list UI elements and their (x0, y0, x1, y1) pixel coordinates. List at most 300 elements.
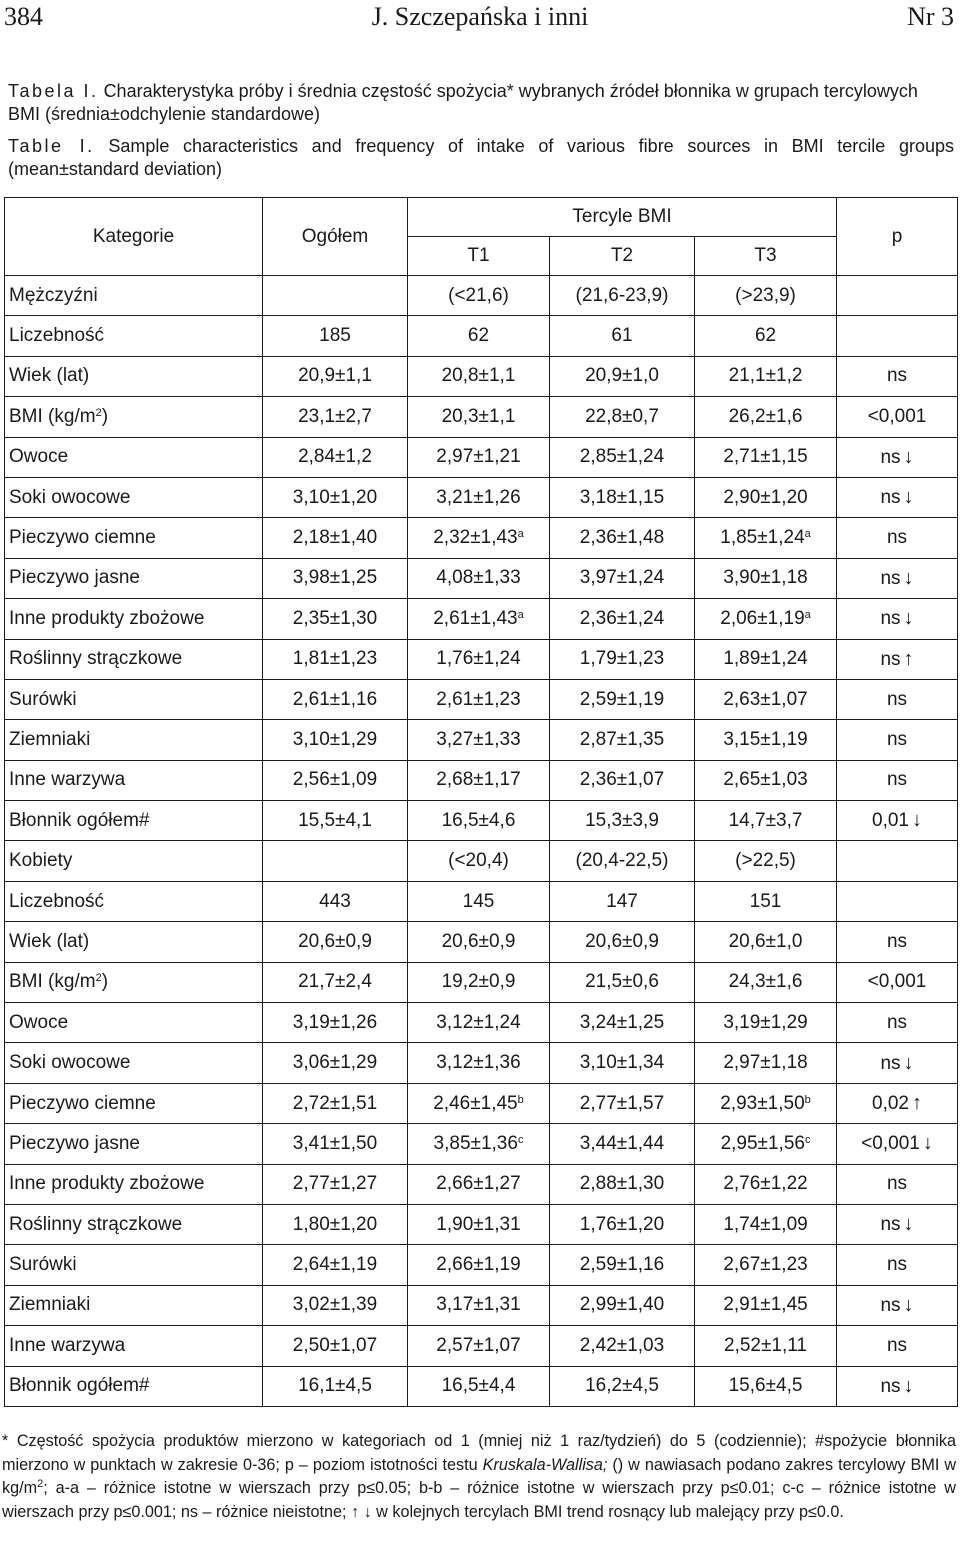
category-label: Ziemniaki (9, 728, 91, 750)
cell-value: 1,74±1,09 (723, 1213, 808, 1235)
cell-value: 2,32±1,43 (433, 527, 518, 549)
significance-marker: a (517, 608, 524, 621)
cell-og (263, 437, 408, 477)
cell-t1 (408, 356, 550, 396)
p-value: ns (880, 446, 901, 468)
cell-p (837, 1326, 958, 1366)
cell-value: 26,2±1,6 (728, 405, 803, 427)
cell-value: 62 (754, 325, 777, 347)
p-value: 0,01 (872, 810, 909, 832)
cell-value: 3,12±1,36 (436, 1052, 521, 1074)
cell-t1 (408, 720, 550, 760)
cell-og (263, 1164, 408, 1204)
cell-p (837, 639, 958, 679)
row-category (5, 397, 263, 437)
category-label: Liczebność (9, 890, 105, 912)
cell-value: 2,57±1,07 (436, 1334, 521, 1356)
table-row (5, 276, 958, 316)
cell-p (837, 1204, 958, 1244)
cell-value: 2,64±1,19 (292, 1254, 378, 1276)
cell-value: 15,3±3,9 (585, 809, 659, 831)
table-row (5, 679, 958, 719)
cell-p (837, 922, 958, 962)
cell-p (837, 1043, 958, 1083)
cell-p (837, 599, 958, 639)
cell-t1 (408, 881, 550, 921)
category-label: Surówki (9, 688, 77, 710)
cell-t2 (550, 720, 695, 760)
significance-marker: b (517, 1093, 524, 1106)
cell-t2 (550, 1083, 695, 1123)
cell-t3 (695, 599, 837, 639)
cell-p (837, 558, 958, 598)
cell-value: 2,71±1,15 (723, 446, 808, 468)
cell-value: 2,90±1,20 (723, 486, 808, 508)
cell-t1 (408, 679, 550, 719)
cell-t3 (695, 1043, 837, 1083)
category-suffix: ) (101, 971, 109, 993)
arrow-down-icon: ↓ (912, 809, 922, 832)
cell-t1 (408, 1043, 550, 1083)
cell-value: 2,46±1,45 (433, 1092, 518, 1114)
cell-og (263, 881, 408, 921)
cell-value: 2,77±1,57 (579, 1092, 665, 1114)
cell-t3 (695, 1204, 837, 1244)
cell-value: 20,3±1,1 (441, 405, 516, 427)
cell-og (263, 316, 408, 356)
cell-value: 21,1±1,2 (728, 365, 803, 387)
category-label: Owoce (9, 1011, 69, 1033)
row-category (5, 1083, 263, 1123)
cell-og (263, 922, 408, 962)
cell-value: 3,24±1,25 (579, 1011, 665, 1033)
row-category (5, 962, 263, 1002)
cell-t3 (695, 437, 837, 477)
cell-p (837, 1083, 958, 1123)
row-category (5, 760, 263, 800)
cell-value: (<20,4) (448, 850, 509, 872)
cell-value: 15,5±4,1 (298, 809, 372, 831)
cell-t2 (550, 1003, 695, 1043)
cell-t2 (550, 276, 695, 316)
row-category (5, 922, 263, 962)
cell-p (837, 679, 958, 719)
cell-value: 62 (467, 325, 490, 347)
cell-value: 22,8±0,7 (585, 405, 659, 427)
cell-og (263, 599, 408, 639)
cell-t2 (550, 881, 695, 921)
cell-p (837, 1124, 958, 1164)
cell-t3 (695, 397, 837, 437)
cell-t3 (695, 558, 837, 598)
row-category (5, 437, 263, 477)
cell-value: 3,10±1,20 (292, 486, 378, 508)
cell-t3 (695, 276, 837, 316)
row-category (5, 1285, 263, 1325)
p-value: <0,001 (867, 971, 927, 993)
row-category (5, 356, 263, 396)
category-superscript: 2 (95, 406, 102, 419)
cell-value: 3,41±1,50 (292, 1132, 378, 1154)
cell-t1 (408, 1366, 550, 1406)
cell-value: 2,59±1,19 (579, 688, 665, 710)
p-value: ns (886, 1173, 908, 1195)
cell-t3 (695, 841, 837, 881)
cell-value: 2,85±1,24 (579, 446, 665, 468)
cell-value: 3,19±1,26 (292, 1011, 378, 1033)
cell-p (837, 720, 958, 760)
cell-value: 20,6±0,9 (298, 930, 372, 952)
significance-marker: b (804, 1093, 811, 1106)
cell-value: 3,15±1,19 (723, 728, 808, 750)
cell-og (263, 1245, 408, 1285)
cell-value: 2,67±1,23 (723, 1254, 808, 1276)
row-category (5, 599, 263, 639)
cell-value: 2,66±1,19 (436, 1254, 521, 1276)
cell-og (263, 1003, 408, 1043)
table-row (5, 1164, 958, 1204)
cell-value: 147 (606, 890, 638, 912)
cell-value: 3,90±1,18 (723, 567, 808, 589)
cell-t2 (550, 1124, 695, 1164)
cell-og (263, 356, 408, 396)
cell-value: 3,18±1,15 (579, 486, 665, 508)
cell-value: 2,42±1,03 (579, 1334, 665, 1356)
cell-value: 19,2±0,9 (441, 971, 516, 993)
table-row (5, 720, 958, 760)
cell-t1 (408, 1326, 550, 1366)
category-label: Liczebność (9, 325, 105, 347)
cell-value: (20,4-22,5) (575, 850, 669, 872)
row-category (5, 1326, 263, 1366)
footnote-test-name: Kruskala-Wallisa; (482, 1455, 608, 1474)
arrow-down-icon: ↓ (903, 1051, 914, 1074)
cell-t2 (550, 801, 695, 841)
cell-t1 (408, 801, 550, 841)
p-value: ns (886, 728, 908, 750)
significance-marker: a (804, 528, 811, 541)
cell-t2 (550, 397, 695, 437)
cell-value: 2,56±1,09 (292, 769, 378, 791)
cell-t1 (408, 437, 550, 477)
p-value: ns (880, 1375, 901, 1397)
footnote-text: * Częstość spożycia produktów mierzono w kategoriach od 1 (mniej niż 1 raz/tydzień) do 5 (codziennie); #spożycie błonnika mierzono w punktach w zakresie 0-36; p – poziom istotności testu (2, 1432, 956, 1474)
p-value: ns (880, 487, 901, 509)
cell-value: 15,6±4,5 (728, 1375, 803, 1397)
cell-og (263, 518, 408, 558)
cell-t2 (550, 1285, 695, 1325)
header-tercyle: Tercyle BMI (408, 198, 837, 237)
caption-label: Table I. (8, 136, 95, 156)
category-label: Inne produkty zbożowe (9, 607, 205, 629)
caption-label: Tabela I. (8, 81, 99, 101)
cell-t1 (408, 316, 550, 356)
category-label: Błonnik ogółem# (9, 1375, 150, 1397)
category-label: Mężczyźni (9, 284, 98, 306)
significance-marker: c (517, 1133, 524, 1146)
cell-value: 23,1±2,7 (298, 405, 372, 427)
footnote-text: () w nawiasach podano zakres tercylowy BMI w kg/m (2, 1455, 957, 1497)
row-category (5, 316, 263, 356)
cell-t2 (550, 962, 695, 1002)
cell-value: 1,90±1,31 (436, 1213, 521, 1235)
cell-value: 20,6±1,0 (728, 930, 803, 952)
cell-t2 (550, 639, 695, 679)
cell-value: 2,76±1,22 (723, 1173, 808, 1195)
page-number: 384 (4, 2, 43, 31)
cell-p (837, 518, 958, 558)
table-row (5, 599, 958, 639)
cell-value: 2,66±1,27 (436, 1173, 521, 1195)
cell-value: 20,6±0,9 (585, 930, 659, 952)
cell-value: 24,3±1,6 (728, 971, 803, 993)
p-value: ns (880, 1214, 901, 1236)
cell-t1 (408, 1164, 550, 1204)
table-row (5, 1366, 958, 1406)
cell-t1 (408, 599, 550, 639)
cell-og (263, 1083, 408, 1123)
cell-value: 1,76±1,20 (579, 1213, 665, 1235)
cell-og (263, 801, 408, 841)
cell-value: 2,77±1,27 (292, 1173, 378, 1195)
cell-og (263, 397, 408, 437)
cell-value: 2,36±1,24 (579, 607, 665, 629)
cell-t1 (408, 1003, 550, 1043)
cell-value: (<21,6) (448, 284, 509, 306)
cell-t1 (408, 1083, 550, 1123)
cell-t1 (408, 922, 550, 962)
cell-value: 2,68±1,17 (436, 769, 521, 791)
table-row (5, 316, 958, 356)
p-value: ns (880, 648, 901, 670)
table-row (5, 518, 958, 558)
table-row (5, 1003, 958, 1043)
header-kategorie: Kategorie (5, 198, 263, 276)
cell-value: 2,99±1,40 (579, 1294, 665, 1316)
category-label: Pieczywo ciemne (9, 527, 156, 549)
cell-og (263, 276, 408, 316)
cell-og (263, 1366, 408, 1406)
significance-marker: a (517, 528, 524, 541)
cell-value: 3,17±1,31 (436, 1294, 521, 1316)
p-value: ns (886, 1011, 908, 1033)
cell-og (263, 841, 408, 881)
cell-value: 16,1±4,5 (298, 1375, 372, 1397)
category-label: Surówki (9, 1254, 77, 1276)
cell-t2 (550, 1326, 695, 1366)
cell-t3 (695, 679, 837, 719)
cell-value: 1,80±1,20 (292, 1213, 378, 1235)
table-row (5, 1124, 958, 1164)
cell-p (837, 962, 958, 1002)
cell-t3 (695, 801, 837, 841)
row-category (5, 801, 263, 841)
cell-t3 (695, 1003, 837, 1043)
cell-p (837, 760, 958, 800)
p-value: ns (886, 930, 908, 952)
cell-og (263, 760, 408, 800)
page-header (0, 0, 960, 40)
cell-value: 1,85±1,24 (720, 527, 805, 549)
table-row (5, 760, 958, 800)
cell-value: 2,87±1,35 (579, 728, 665, 750)
cell-value: 61 (611, 325, 633, 347)
table-row (5, 1245, 958, 1285)
cell-t1 (408, 1245, 550, 1285)
cell-og (263, 720, 408, 760)
table-row (5, 881, 958, 921)
cell-t1 (408, 518, 550, 558)
cell-t1 (408, 397, 550, 437)
p-value: ns (886, 688, 908, 710)
category-superscript: 2 (95, 972, 102, 985)
cell-value: 21,5±0,6 (585, 971, 659, 993)
header-ogolem: Ogółem (263, 198, 408, 276)
cell-value: 2,36±1,07 (579, 769, 665, 791)
cell-t1 (408, 558, 550, 598)
p-value: ns (880, 1052, 901, 1074)
row-category (5, 679, 263, 719)
header-t3: T3 (695, 237, 837, 276)
category-label: Roślinny strączkowe (9, 1213, 183, 1235)
cell-value: 3,98±1,25 (292, 567, 378, 589)
p-value: ns (886, 365, 908, 387)
cell-t3 (695, 760, 837, 800)
row-category (5, 1366, 263, 1406)
cell-value: 1,76±1,24 (436, 648, 521, 670)
cell-value: 3,19±1,29 (723, 1011, 808, 1033)
cell-t3 (695, 1124, 837, 1164)
cell-t3 (695, 518, 837, 558)
category-label: Błonnik ogółem# (9, 809, 150, 831)
cell-value: 2,91±1,45 (723, 1294, 808, 1316)
row-category (5, 558, 263, 598)
arrow-down-icon: ↓ (903, 566, 914, 589)
cell-t2 (550, 1043, 695, 1083)
cell-t2 (550, 599, 695, 639)
row-category (5, 720, 263, 760)
cell-value: 2,93±1,50 (720, 1092, 805, 1114)
cell-value: 16,5±4,6 (441, 809, 516, 831)
cell-value: 3,12±1,24 (436, 1011, 521, 1033)
p-value: ns (880, 608, 901, 630)
cell-value: 2,61±1,43 (433, 607, 518, 629)
row-category (5, 1043, 263, 1083)
table-row (5, 437, 958, 477)
arrow-down-icon: ↓ (903, 486, 914, 509)
row-category (5, 477, 263, 517)
cell-value: (>23,9) (735, 284, 796, 306)
cell-t2 (550, 356, 695, 396)
table-row (5, 1285, 958, 1325)
cell-t2 (550, 518, 695, 558)
data-table (4, 197, 958, 1407)
caption-polish (8, 80, 954, 126)
arrow-down-icon: ↓ (903, 445, 914, 468)
table-row (5, 801, 958, 841)
cell-value: 2,61±1,16 (292, 688, 378, 710)
cell-value: 1,81±1,23 (292, 648, 378, 670)
cell-t1 (408, 1124, 550, 1164)
p-value: ns (880, 1294, 901, 1316)
cell-t2 (550, 760, 695, 800)
cell-t1 (408, 841, 550, 881)
table-row (5, 1083, 958, 1123)
category-label: Wiek (lat) (9, 365, 90, 387)
category-label: Soki owocowe (9, 486, 131, 508)
category-label: BMI (kg/m (9, 405, 96, 427)
footnote (2, 1430, 956, 1524)
cell-value: 3,06±1,29 (292, 1052, 378, 1074)
arrow-up-icon: ↑ (903, 647, 914, 670)
cell-p (837, 841, 958, 881)
category-label: Ziemniaki (9, 1294, 91, 1316)
arrow-down-icon: ↓ (922, 1132, 933, 1155)
arrow-down-icon: ↓ (903, 1293, 914, 1316)
cell-value: 4,08±1,33 (436, 567, 521, 589)
cell-og (263, 1204, 408, 1244)
cell-t1 (408, 276, 550, 316)
row-category (5, 1245, 263, 1285)
cell-value: 3,02±1,39 (292, 1294, 378, 1316)
running-title: J. Szczepańska i inni (371, 2, 589, 31)
category-label: Inne warzywa (9, 1334, 126, 1356)
table-body (5, 276, 958, 1407)
cell-value: 2,63±1,07 (723, 688, 808, 710)
cell-value: 16,5±4,4 (441, 1375, 516, 1397)
cell-p (837, 881, 958, 921)
cell-value: (>22,5) (735, 850, 796, 872)
cell-value: 2,36±1,48 (579, 527, 665, 549)
cell-value: 3,97±1,24 (579, 567, 665, 589)
cell-t3 (695, 1083, 837, 1123)
cell-t3 (695, 1366, 837, 1406)
cell-t2 (550, 1245, 695, 1285)
row-category (5, 1003, 263, 1043)
cell-value: 2,97±1,18 (723, 1052, 808, 1074)
row-category (5, 881, 263, 921)
cell-value: 2,18±1,40 (292, 527, 378, 549)
cell-og (263, 962, 408, 1002)
table-row (5, 1043, 958, 1083)
caption-text: Sample characteristics and frequency of intake of various fibre sources in BMI tercile groups (mean±standard deviation) (8, 136, 954, 179)
arrow-down-icon: ↓ (903, 1213, 914, 1236)
cell-t1 (408, 760, 550, 800)
cell-value: 1,79±1,23 (579, 648, 665, 670)
cell-t2 (550, 922, 695, 962)
category-label: Inne warzywa (9, 769, 126, 791)
footnote-text: ; a-a – różnice istotne w wierszach przy p≤0.05; b-b – różnice istotne w wierszach przy p≤0.01; c-c – różnice istotne w wierszach przy p≤0.001; ns – różnice nieistotne; ↑ ↓ w kolejnych tercylach BMI trend rosnący lub malejący przy p≤0.0. (2, 1479, 956, 1521)
cell-value: 16,2±4,5 (585, 1375, 659, 1397)
significance-marker: c (804, 1133, 811, 1146)
cell-p (837, 437, 958, 477)
significance-marker: a (804, 608, 811, 621)
cell-og (263, 1124, 408, 1164)
cell-value: 21,7±2,4 (298, 971, 372, 993)
cell-value: 20,9±1,0 (585, 365, 659, 387)
cell-value: 2,97±1,21 (436, 446, 521, 468)
table-row (5, 639, 958, 679)
arrow-down-icon: ↓ (903, 1374, 914, 1397)
cell-value: 2,88±1,30 (579, 1173, 665, 1195)
cell-value: 2,50±1,07 (292, 1334, 378, 1356)
cell-value: 2,52±1,11 (724, 1334, 807, 1356)
cell-p (837, 477, 958, 517)
cell-value: 14,7±3,7 (728, 809, 803, 831)
cell-t1 (408, 962, 550, 1002)
row-category (5, 276, 263, 316)
category-label: Roślinny strączkowe (9, 648, 183, 670)
